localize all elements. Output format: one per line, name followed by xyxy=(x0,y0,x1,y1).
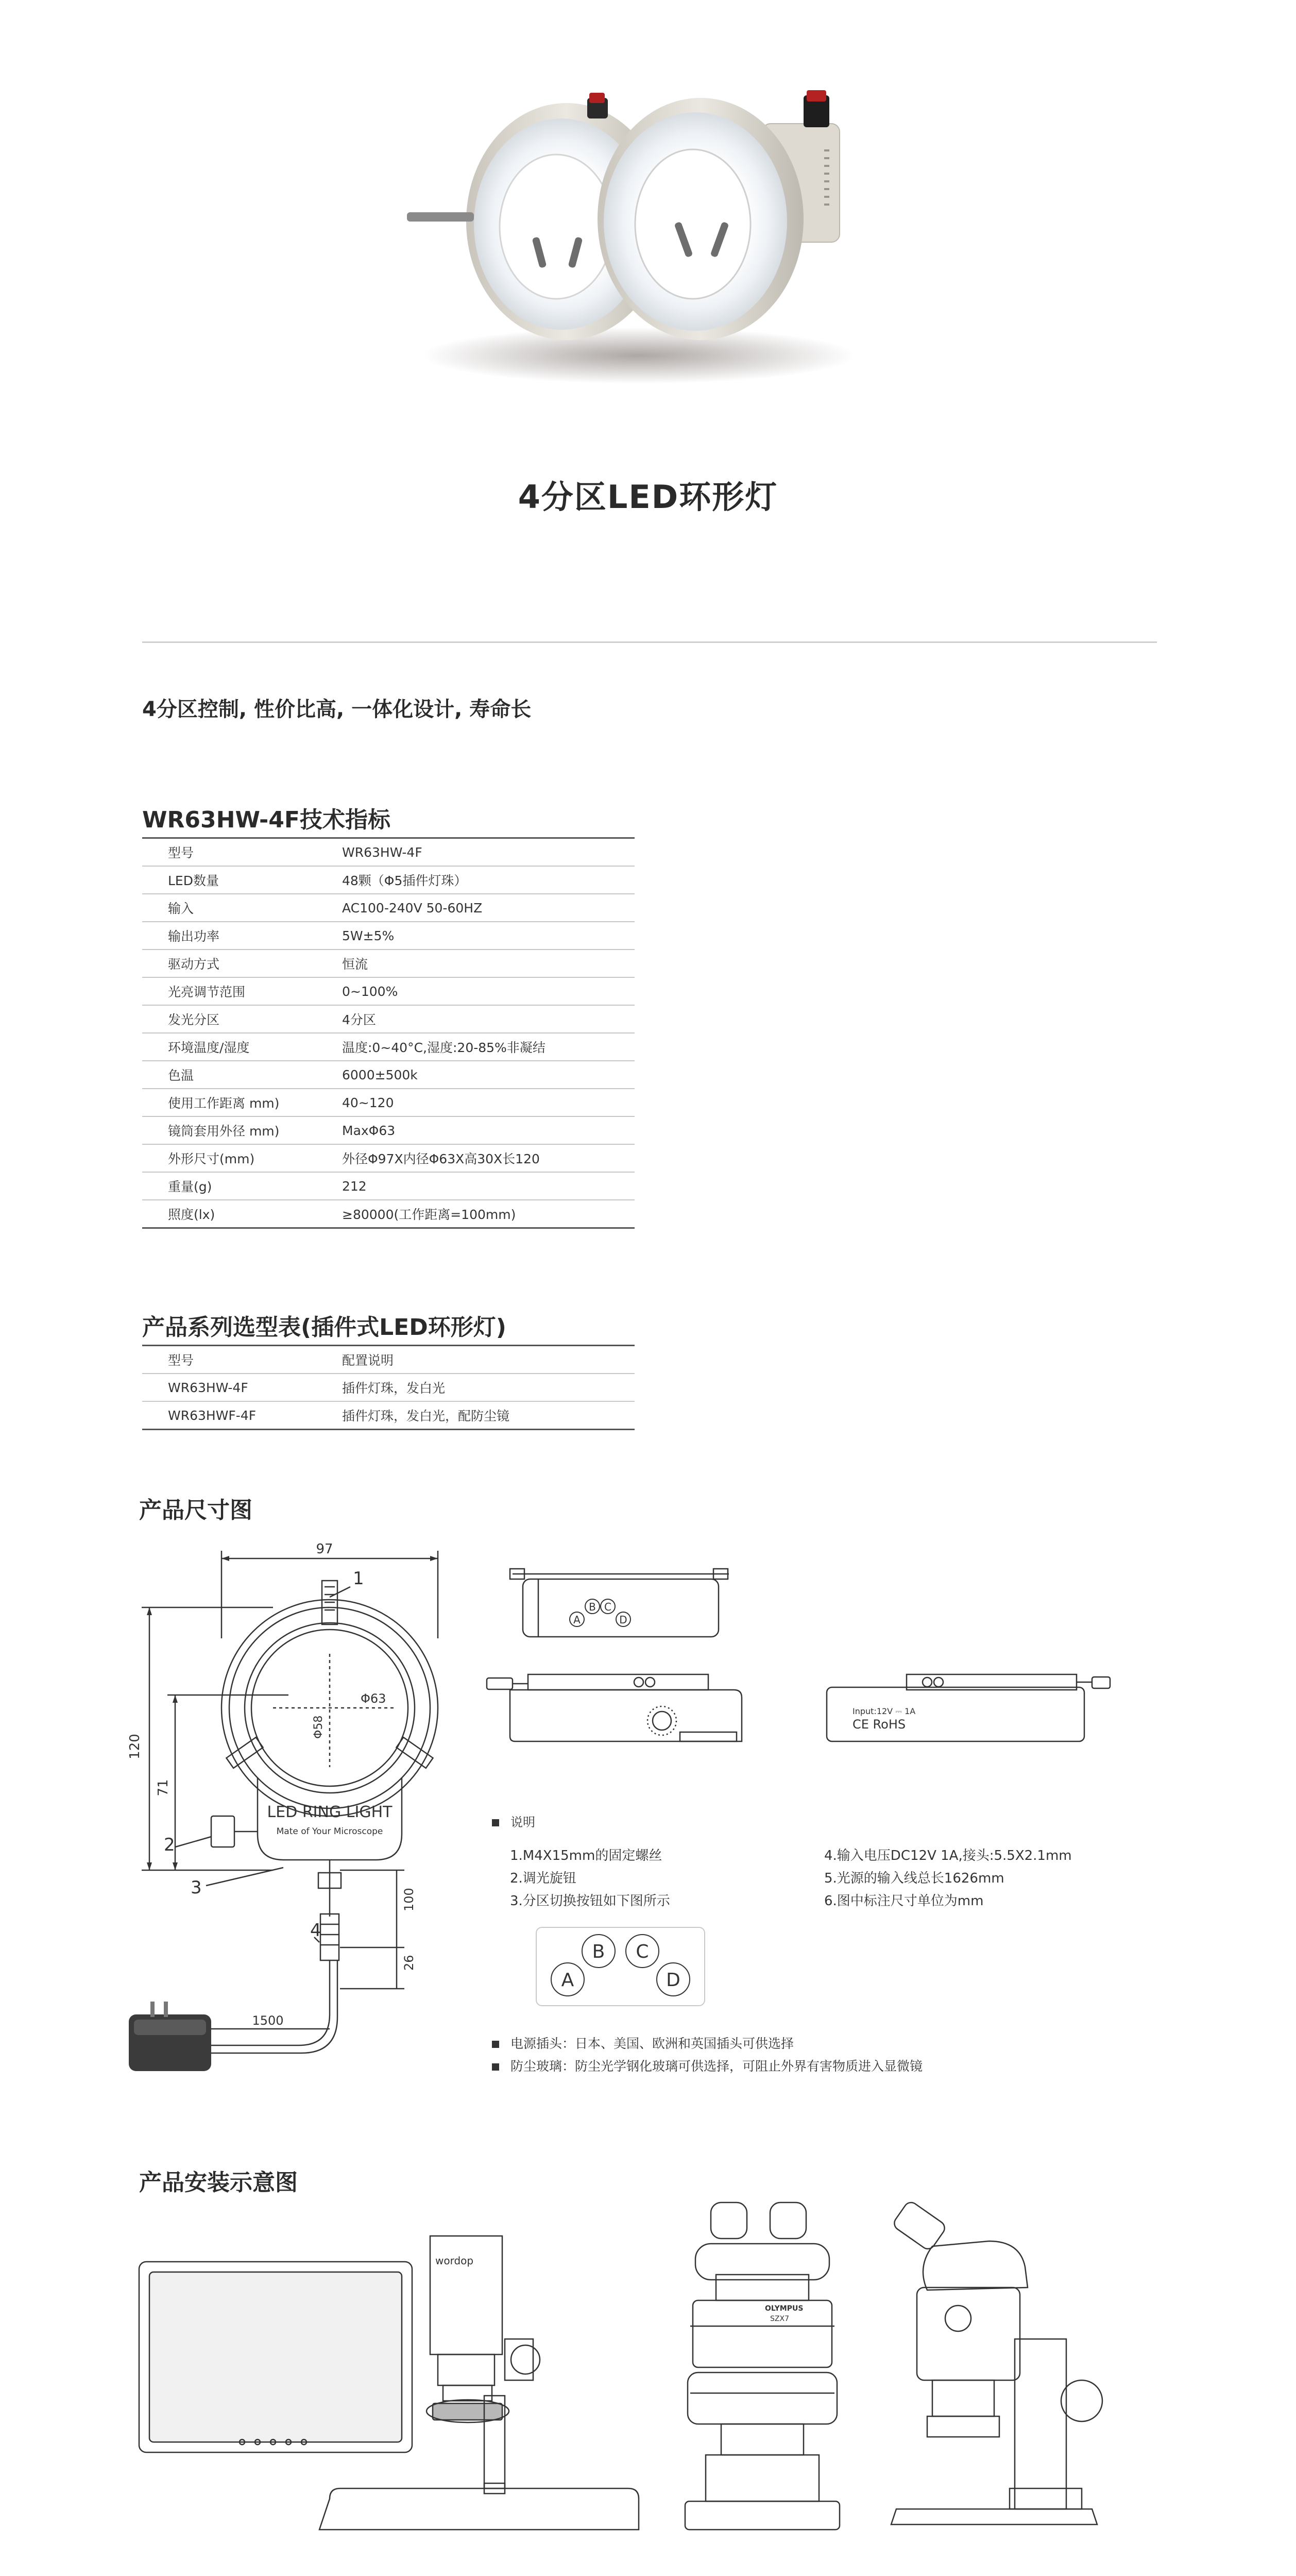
notes-title: 说明 xyxy=(510,1815,535,1829)
spec-value: 6000±500k xyxy=(338,1061,635,1089)
install-drawing-microscope-side xyxy=(886,2200,1113,2540)
install-drawing-monitor xyxy=(134,2221,649,2540)
top-view-zone-a: A xyxy=(573,1614,581,1626)
spec-value: 212 xyxy=(338,1172,635,1200)
dim-63-label: Φ63 xyxy=(361,1691,386,1706)
spec-value: MaxΦ63 xyxy=(338,1116,635,1144)
microscope-model-label: SZX7 xyxy=(770,2315,789,2323)
selection-row-key: WR63HW-4F xyxy=(142,1374,338,1401)
dim-1500-label: 1500 xyxy=(252,2013,284,2028)
dim-58-label: Φ58 xyxy=(312,1715,325,1739)
notes-heading xyxy=(492,1811,535,1834)
table-row xyxy=(142,1033,635,1061)
spec-value: 温度:0~40°C,湿度:20-85%非凝结 xyxy=(338,1033,635,1061)
dimension-drawing-front xyxy=(118,1535,510,2092)
dim-26-label: 26 xyxy=(402,1955,416,1971)
spec-key: 驱动方式 xyxy=(142,950,338,977)
camera-brand-label: wordop xyxy=(435,2255,474,2267)
table-row xyxy=(142,1144,635,1172)
spec-value: 外径Φ97X内径Φ63X高30X长120 xyxy=(338,1144,635,1172)
note-item: 5.光源的输入线总长1626mm xyxy=(824,1871,1004,1886)
divider xyxy=(142,641,1157,643)
spec-value: WR63HW-4F xyxy=(338,838,635,867)
spec-key: 重量(g) xyxy=(142,1172,338,1200)
selection-row-value: 插件灯珠，发白光 xyxy=(338,1374,635,1401)
spec-key: LED数量 xyxy=(142,866,338,894)
spec-key: 色温 xyxy=(142,1061,338,1089)
install-section-title: 产品安装示意图 xyxy=(139,2170,298,2196)
dim-71-label: 71 xyxy=(156,1779,171,1797)
dim-120-label: 120 xyxy=(127,1734,143,1759)
product-title: 4分区LED环形灯 xyxy=(518,478,778,516)
callout-2: 2 xyxy=(164,1835,175,1855)
product-slogan: 4分区控制, 性价比高, 一体化设计, 寿命长 xyxy=(142,698,532,721)
spec-key: 外形尺寸(mm) xyxy=(142,1144,338,1172)
top-view-zone-b: B xyxy=(589,1601,596,1613)
table-row xyxy=(142,1061,635,1089)
top-view-zone-c: C xyxy=(604,1601,611,1613)
table-row xyxy=(142,894,635,922)
table-row xyxy=(142,1116,635,1144)
top-view-zone-d: D xyxy=(619,1614,627,1626)
callout-1: 1 xyxy=(353,1568,364,1589)
dimension-drawing-top xyxy=(507,1561,734,1643)
table-row xyxy=(142,977,635,1005)
selection-row-value: 插件灯珠，发白光，配防尘镜 xyxy=(338,1401,635,1430)
spec-key: 型号 xyxy=(142,838,338,867)
selection-section-title: 产品系列选型表(插件式LED环形灯) xyxy=(142,1314,506,1341)
table-row xyxy=(142,1172,635,1200)
table-row xyxy=(142,1089,635,1116)
note-item: 3.分区切换按钮如下图所示 xyxy=(510,1893,670,1909)
spec-value: ≥80000(工作距离=100mm) xyxy=(338,1200,635,1228)
spec-key: 照度(lx) xyxy=(142,1200,338,1228)
side-input-label: Input:12V ⎓ 1A xyxy=(852,1706,916,1716)
selection-row-key: WR63HWF-4F xyxy=(142,1401,338,1430)
spec-key: 输入 xyxy=(142,894,338,922)
zone-c-button: C xyxy=(636,1941,649,1962)
callout-4: 4 xyxy=(310,1920,321,1941)
dimension-drawing-side-left xyxy=(484,1672,773,1749)
spec-value: 48颗（Φ5插件灯珠） xyxy=(338,866,635,894)
selection-header-row xyxy=(142,1346,635,1374)
bullet-item: 电源插头：日本、美国、欧洲和英国插头可供选择 xyxy=(492,2032,923,2055)
spec-section-title: WR63HW-4F技术指标 xyxy=(142,807,390,833)
spec-table xyxy=(142,837,635,1229)
zone-b-button: B xyxy=(592,1941,605,1962)
spec-value: 40~120 xyxy=(338,1089,635,1116)
spec-key: 输出功率 xyxy=(142,922,338,950)
table-row xyxy=(142,1401,635,1430)
table-row xyxy=(142,922,635,950)
zone-diagram xyxy=(536,1927,705,2006)
selection-table xyxy=(142,1345,635,1430)
note-item: 4.输入电压DC12V 1A,接头:5.5X2.1mm xyxy=(824,1848,1072,1863)
notes-right xyxy=(824,1844,1072,1912)
microscope-brand-label: OLYMPUS xyxy=(765,2304,804,2313)
bullet-item: 防尘玻璃：防尘光学钢化玻璃可供选择，可阻止外界有害物质进入显微镜 xyxy=(492,2055,923,2078)
spec-key: 光亮调节范围 xyxy=(142,977,338,1005)
product-photo xyxy=(391,67,917,397)
table-row xyxy=(142,1374,635,1401)
spec-value: AC100-240V 50-60HZ xyxy=(338,894,635,922)
square-bullet-icon xyxy=(492,2041,499,2048)
dimension-section-title: 产品尺寸图 xyxy=(139,1497,252,1523)
note-item: 1.M4X15mm的固定螺丝 xyxy=(510,1848,662,1863)
dimension-drawing-side-right xyxy=(824,1672,1113,1749)
square-bullet-icon xyxy=(492,1819,499,1826)
square-bullet-icon xyxy=(492,2063,499,2071)
notes-left xyxy=(510,1844,670,1912)
spec-key: 使用工作距离 mm) xyxy=(142,1089,338,1116)
spec-key: 环境温度/湿度 xyxy=(142,1033,338,1061)
install-drawing-microscope-front xyxy=(680,2192,845,2543)
rohs-label: CE RoHS xyxy=(852,1717,906,1732)
zone-d-button: D xyxy=(666,1970,680,1991)
spec-value: 5W±5% xyxy=(338,922,635,950)
power-adapter xyxy=(129,2002,211,2071)
table-row xyxy=(142,866,635,894)
spec-value: 4分区 xyxy=(338,1005,635,1033)
ring-sublabel: Mate of Your Microscope xyxy=(276,1826,383,1837)
dim-97-label: 97 xyxy=(316,1541,333,1557)
spec-key: 发光分区 xyxy=(142,1005,338,1033)
spec-value: 0~100% xyxy=(338,977,635,1005)
selection-header-key: 型号 xyxy=(142,1346,338,1374)
ring-light-front xyxy=(598,90,840,340)
ring-label: LED RING LIGHT xyxy=(267,1803,393,1821)
table-row xyxy=(142,1005,635,1033)
callout-3: 3 xyxy=(191,1877,202,1898)
note-item: 2.调光旋钮 xyxy=(510,1871,576,1886)
table-row xyxy=(142,950,635,977)
option-bullets xyxy=(492,2032,923,2078)
spec-key: 镜筒套用外径 mm) xyxy=(142,1116,338,1144)
table-row xyxy=(142,1200,635,1228)
dim-100-label: 100 xyxy=(402,1888,416,1911)
selection-header-value: 配置说明 xyxy=(338,1346,635,1374)
spec-value: 恒流 xyxy=(338,950,635,977)
note-item: 6.图中标注尺寸单位为mm xyxy=(824,1893,984,1909)
zone-a-button: A xyxy=(561,1970,574,1991)
table-row xyxy=(142,838,635,867)
